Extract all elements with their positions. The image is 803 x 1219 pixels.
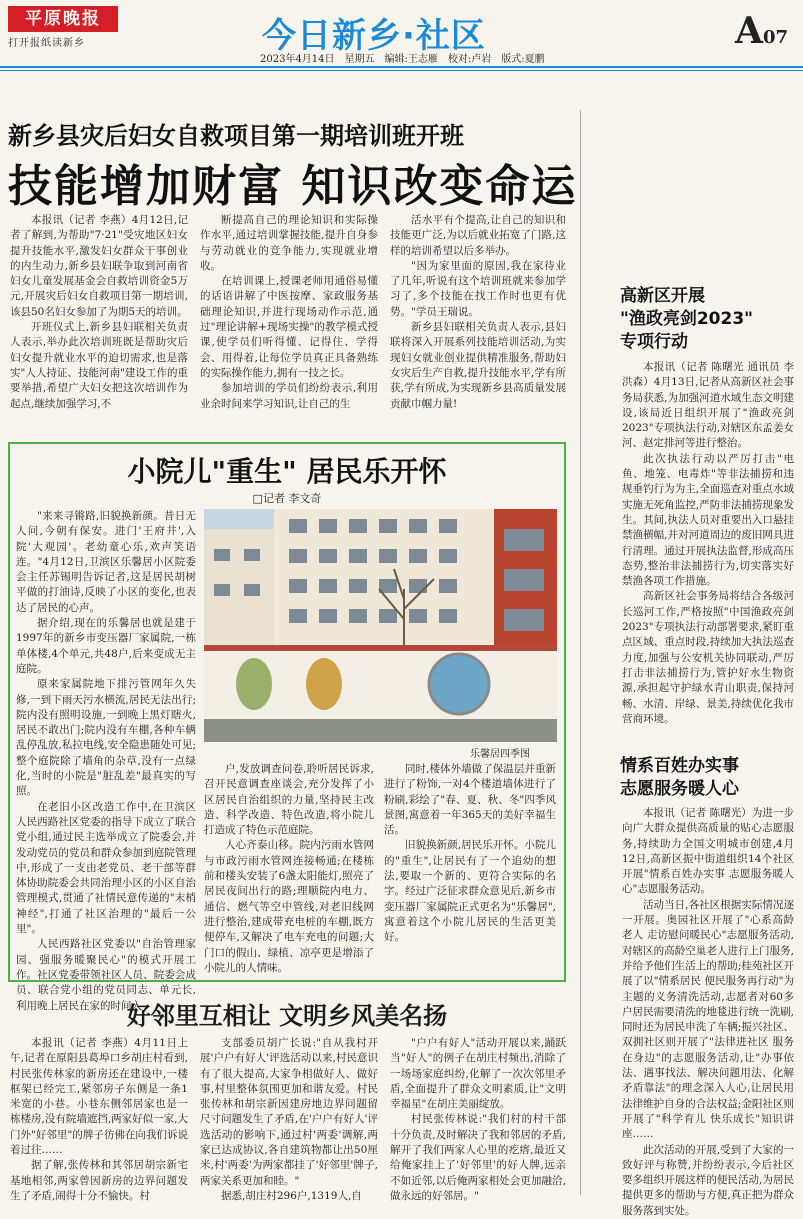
lead-para: 断提高自己的理论知识和实际操作水平,通过培训掌握技能,提升自身参与劳动就业的竞争能力,实现就业增收。 xyxy=(200,214,378,272)
lead-para: 开班仪式上,新乡县妇联相关负责人表示,举办此次培训班既是帮助灾后妇女提升就业水平的迫切需求,也是落实"人人持证、技能河南"建设工作的重要举措,希望广大妇女把这次培训作为起点,继续加强学习,不 xyxy=(10,321,188,410)
header-rule xyxy=(0,66,803,68)
side2-body xyxy=(622,806,794,1217)
page-number xyxy=(735,10,788,52)
lead-col-3 xyxy=(390,213,566,428)
bottom-para: 据了解,张传林和其邻居胡宗新宅基地相邻,两家曾因新房的边界问题发生了矛盾,闹得十分不愉快。村 xyxy=(10,1159,188,1202)
bottom-col-3 xyxy=(390,1036,566,1202)
courtyard-photo xyxy=(204,509,557,742)
page-letter: A xyxy=(735,10,763,52)
side2-title: 情系百姓办实事 志愿服务暖人心 xyxy=(620,756,739,799)
feature-byline: □记者 李文奇 xyxy=(252,492,322,505)
column-divider xyxy=(580,110,581,1195)
side2-para: 此次活动的开展,受到了大家的一致好评与称赞,并纷纷表示,今后社区要多组织开展这样的便民活动,为居民提供更多的帮助与方便,真正把为群众服务落到实处。 xyxy=(622,1143,794,1217)
bottom-para: 本报讯（记者 李燕）4月11日上午,记者在原阳县葛埠口乡胡庄村看到,村民张传林家的新房还在建设中,一楼框架已经完工,紧邻房子东侧是一条1米宽的小巷。小巷东侧邻居家也是一栋楼房,没有院墙遮挡,两家好似一家,大门外"好邻里"的牌子彷佛在向我们诉说着过往…… xyxy=(10,1037,189,1157)
newspaper-logo: 平原晚报 xyxy=(8,6,118,32)
feature-col-1 xyxy=(16,509,196,1012)
feature-para: 人心齐泰山移。院内污雨水管网与市政污雨水管网连接畅通;在楼栋前和楼头安装了6盏太阳能灯,照亮了居民夜间出行的路;理顺院内电力、通信、燃气等空中管线,对老旧线网进行整治,建成带充电桩的车棚,既方便停车,又解决了电车充电的问题;大门口的假山、绿植、凉亭更是增添了小院儿的人情味。 xyxy=(204,839,374,974)
bottom-para: "户户有好人"活动开展以来,踊跃当"好人"的例子在胡庄村频出,消除了一场场家庭纠纷,化解了一次次邻里矛盾,全面提升了群众文明素质,让"文明幸福星"在胡庄美丽绽放。 xyxy=(390,1037,566,1111)
bottom-title: 好邻里互相让 文明乡风美名扬 xyxy=(126,1002,448,1030)
side1-para: 此次执法行动以严厉打击"电鱼、地笼、电毒炸"等非法捕捞和违规垂钓行为为主,全面巡查对重点水域实施无死角监控,严防非法捕捞现象发生。其间,执法人员对重要出入口悬挂禁渔横幅,并对河道周边的废旧网具进行清理。通过开展执法监督,形成高压态势,整治非法捕捞行为,切实落实好禁渔各项工作措施。 xyxy=(622,452,794,588)
lead-title: 技能增加财富 知识改变命运 xyxy=(8,161,578,212)
lead-col-1 xyxy=(10,213,188,428)
feature-title: 小院儿"重生" 居民乐开怀 xyxy=(127,455,447,488)
side1-body xyxy=(622,360,794,725)
lead-para: 新乡县妇联相关负责人表示,县妇联将深入开展系列技能培训活动,为实现妇女就业创业提供精准服务,帮助妇女灾后生产自救,提升技能水平,学有所获,学有所成,为实现新乡县高质量发展贡献巾帼力量! xyxy=(390,321,566,410)
side1-para: 本报讯（记者 陈曙光 通讯员 李洪森）4月13日,记者从高新区社会事务局获悉,为加强河道水域生态文明建设,该局近日组织开展了"渔政亮剑2023"专项执法行动,对辖区东孟姜女河、赵定排河等进行整治。 xyxy=(622,361,794,450)
dateline: 2023年4月14日 星期五 编辑:王志雁 校对:卢岩 版式:夏鹏 xyxy=(260,54,545,65)
side2-para: 活动当日,各社区根据实际情况逐一开展。奥园社区开展了"心系高龄老人 走访慰问暖民心"志愿服务活动,对辖区的高龄空巢老人进行上门服务,并给予他们生活上的帮助;桂苑社区开展了以"情系居民 便民服务再行动"为主题的义务清洗活动,志愿者对60多户居民需要清洗的地毯进行统一洗刷,同时还为居民申洗了车辆;振兴社区、双拥社区则开展了"法律进社区 服务在身边"的志愿服务活动,让"办事依法、遇事找法、解决问题用法、化解矛盾靠法"的理念深入人心,让居民用法律维护自身的合法权益;金阳社区则开展了"科学育儿 快乐成长"知识讲座…… xyxy=(622,898,794,1141)
lead-para: 在培训课上,授课老师用通俗易懂的话语讲解了中医按摩、家政服务基础理论知识,并进行现场动作示范,通过"理论讲解+现场实操"的教学模式授课,使学员们听得懂、记得住、学得会、用得着,让每位学员真正具备熟练的实际操作能力,拥有一技之长。 xyxy=(200,275,378,379)
feature-para: 旧貌换新颜,居民乐开怀。小院儿的"重生",让居民有了一个追幼的想法,要取一个新的、更符合实际的名字。经过广泛征求群众意见后,新乡市变压器厂家属院正式更名为"乐馨居",寓意着这个小院儿居民的生活更美好。 xyxy=(384,839,556,944)
feature-para: 人民西路社区党委以"自治管理家园、强服务暖聚民心"的模式开展工作。社区党委带领社区人员、院委会成员、联合党小组的党员同志、单元长,利用晚上居民在家的时间入 xyxy=(16,938,196,1012)
masthead-slogan: 打开报纸读新乡 xyxy=(8,38,85,49)
feature-col-3 xyxy=(384,762,556,977)
bottom-col-2 xyxy=(200,1036,378,1202)
feature-para: 同时,楼体外墙做了保温层并重新进行了粉饰,一对4个楼道墙体进行了粉刷,彩绘了"春、夏、秋、冬"四季风景图,寓意着一年365天的美好幸福生活。 xyxy=(384,763,556,837)
bottom-para: 支部委员胡广长说:"自从我村开展'户户有好人'评选活动以来,村民意识有了很大提高,大家争相做好人、做好事,村里整体氛围更加和谐友爱。村民张传林和胡宗新因建房地边界问题留尺寸问题发生了矛盾,在'户户有好人'评选活动的影响下,通过村'两委'调解,两家已达成协议,各自建筑物都让出50厘米,村'两委'为两家都挂了'好邻里'牌子,两家关系更加和睦。" xyxy=(200,1037,378,1187)
lead-para: 参加培训的学员们纷纷表示,利用业余时间来学习知识,让自己的生 xyxy=(200,382,378,410)
side1-para: 高新区社会事务局将结合各级河长巡河工作,严格按照"中国渔政亮剑2023"专项执法行动部署要求,紧盯重点区域、重点时段,持续加大执法巡查力度,加强与公安机关协同联动,严厉打击非法捕捞行为,管护好水生物资源,承担起守护绿水青山职责,保持河畅、水清、岸绿、景美,持续优化我市营商环境。 xyxy=(622,590,794,725)
page-digits: 07 xyxy=(762,27,788,48)
side2-para: 本报讯（记者 陈曙光）为进一步向广大群众提供高质量的贴心志愿服务,持续助力全国文明城市创建,4月12日,高新区振中街道组织14个社区开展"情系百姓办实事 志愿服务暖人心"志愿服务活动。 xyxy=(622,807,794,896)
feature-para: 原来家属院地下排污管网年久失修,一到下雨天污水横流,居民无法出行;院内没有照明设施,一到晚上黑灯瞎火,居民不敢出门;院内没有车棚,各种车辆乱停乱放,私拉电线,安全隐患随处可见;整个庭院除了墙角的杂草,没有一点绿化,当时的小院是"脏乱差"最真实的写照。 xyxy=(16,678,196,798)
feature-para: 在老旧小区改造工作中,在卫滨区人民西路社区党委的指导下成立了联合党小组,通过民主选举成立了院委会,并发动党员的党员和群众参加到庭院管理中,形成了一支由老党员、老干部等群体协助院委会共同治理小区的小区自治管理模式,贯通了社情民意传递的"末梢神经",打通了社区治理的"最后一公里"。 xyxy=(16,800,196,936)
feature-para: 据介绍,现在的乐馨居也就是建于1997年的新乡市变压器厂家属院,一栋单体楼,4个单元,共48户,后来变成无主庭院。 xyxy=(16,617,196,675)
feature-para: 户,发放调查问卷,聆听居民诉求,召开民意调查座谈会,充分发挥了小区居民自治组织的力量,坚持民主改造、科学改造、特色改造,将小院儿打造成了特色示范庭院。 xyxy=(204,763,374,837)
section-title: 今日新乡·社区 xyxy=(262,16,486,56)
bottom-para: 据悉,胡庄村296户,1319人,自 xyxy=(221,1189,362,1202)
courtyard-illustration xyxy=(204,509,557,742)
lead-para: 活水平有个提高,让自己的知识和技能更广泛,为以后就业拓宽了门路,这样的培训希望以后多举办。 xyxy=(390,214,566,257)
photo-caption: 乐馨居四季图 xyxy=(470,749,530,760)
feature-col-2 xyxy=(204,762,374,977)
lead-col-2 xyxy=(200,213,378,428)
lead-kicker: 新乡县灾后妇女自救项目第一期培训班开班 xyxy=(8,121,464,150)
bottom-col-1 xyxy=(10,1036,189,1202)
feature-para: "来来寻锵路,旧貌换新颜。昔日无人问,今朝有保安。进门'王府井',入院'大观园'。老幼童心乐,欢声笑语连。"4月12日,卫滨区乐馨居小区院委会主任苏锡明告诉记者,这是居民胡树平做的打油诗,反映了小区的变化,也表达了居民的心声。 xyxy=(16,510,196,614)
bottom-para: 村民张传林说:"我们村的村干部十分负责,及时解决了我和邻居的矛盾,解开了我们两家人心里的疙瘩,最近又给俺家挂上了'好邻里'的好人牌,远亲不如近邻,以后俺两家相处会更加融洽,做永远的好邻居。" xyxy=(390,1113,566,1202)
side1-title: 高新区开展 "渔政亮剑2023" 专项行动 xyxy=(620,286,754,352)
lead-para: 本报讯（记者 李燕）4月12日,记者了解到,为帮助"7·21"受灾地区妇女提升技能水平,激发妇女群众干事创业的内生动力,新乡县妇联争取到河南省妇女儿童发展基金会自救培训资金5万元,开展灾后妇女自救项目第一期培训,该县50名妇女参加了为期5天的培训。 xyxy=(10,214,188,318)
lead-para: "因为家里面的原因,我在家待业了几年,听说有这个培训班就来参加学习了,多个技能在找工作时也更有优势。"学员王瑞说。 xyxy=(390,259,566,318)
header-rule-thin xyxy=(0,70,803,71)
